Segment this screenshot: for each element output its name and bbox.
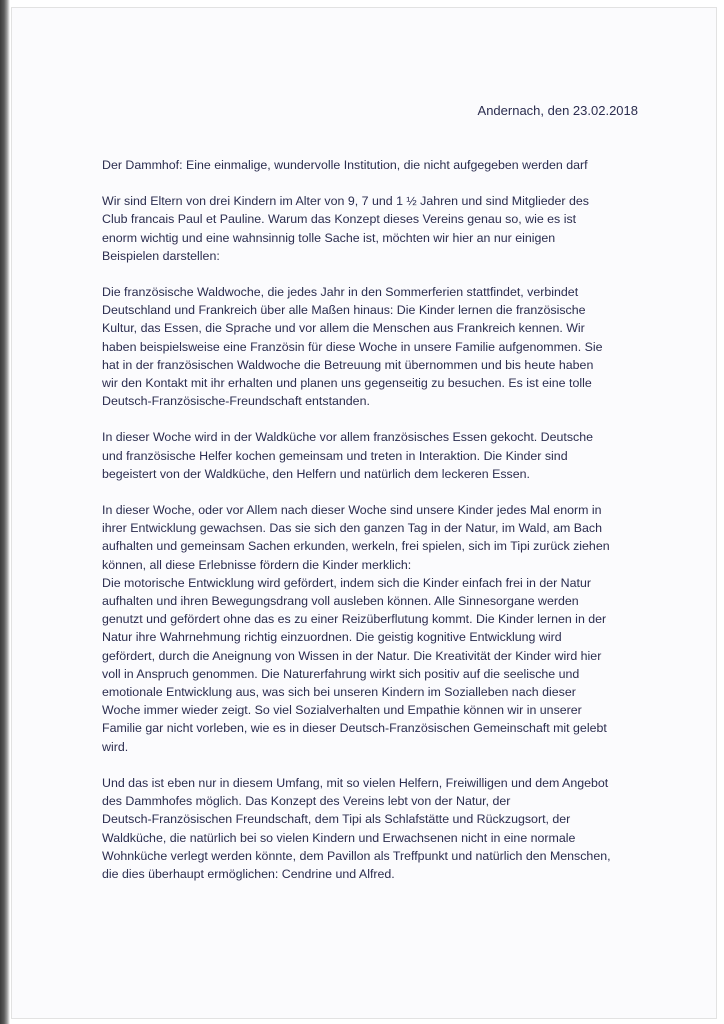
- paragraph-conclusion: [102, 774, 662, 883]
- paragraph-waldkueche: [102, 428, 662, 483]
- text-line: wir den Kontakt mit ihr erhalten und planen uns gegenseitig zu besuchen. Es ist eine tolle: [102, 376, 592, 391]
- scan-edge-shadow: [0, 0, 10, 1024]
- letter-body: [102, 156, 662, 901]
- text-line: voll in Anspruch genommen. Die Naturerfahrung wirkt sich positiv auf die seelische und: [102, 666, 580, 681]
- text-line: emotionale Entwicklung aus, was sich bei unseren Kindern im Sozialleben nach dieser: [102, 685, 576, 700]
- text-line: können, all diese Erlebnisse fördern die Kinder merklich:: [102, 557, 412, 572]
- paragraph-intro: [102, 192, 662, 265]
- text-line: Die französische Waldwoche, die jedes Jahr in den Sommerferien stattfindet, verbindet: [102, 285, 579, 300]
- letter-heading: [102, 156, 662, 174]
- text-line: In dieser Woche, oder vor Allem nach dieser Woche sind unsere Kinder jedes Mal enorm in: [102, 503, 602, 518]
- text-line: ihrer Entwicklung gewachsen. Das sie sich den ganzen Tag in der Natur, im Wald, am Bach: [102, 521, 603, 536]
- text-line: Familie gar nicht vorleben, wie es in dieser Deutsch-Französischen Gemeinschaft mit gelebt: [102, 721, 607, 736]
- text-line: aufhalten und ihren Bewegungsdrang voll ausleben können. Alle Sinnesorgane werden: [102, 594, 579, 609]
- text-line: des Dammhofes möglich. Das Konzept des Vereins lebt von der Natur, der: [102, 794, 511, 809]
- text-line: Waldküche, die natürlich bei so vielen Kindern und Erwachsenen nicht in eine normale: [102, 830, 576, 845]
- text-line: Wir sind Eltern von drei Kindern im Alter von 9, 7 und 1 ½ Jahren und sind Mitglieder des: [102, 194, 589, 209]
- text-line: und französische Helfer kochen gemeinsam und treten in Interaktion. Die Kinder sind: [102, 448, 568, 463]
- text-line: hat in der französischen Waldwoche die Betreuung mit übernommen und bis heute haben: [102, 357, 594, 372]
- text-line: Kultur, das Essen, die Sprache und vor allem die Menschen aus Frankreich kennen. Wir: [102, 321, 585, 336]
- text-line: Deutsch-Französischen Freundschaft, dem Tipi als Schlafstätte und Rückzugsort, der: [102, 812, 571, 827]
- text-line: enorm wichtig und eine wahnsinnig tolle Sache ist, möchten wir hier an nur einigen: [102, 230, 556, 245]
- text-line: Deutsch-Französische-Freundschaft entstanden.: [102, 394, 370, 409]
- text-line: wird.: [102, 739, 129, 754]
- text-line: Woche immer wieder zeigt. So viel Sozialverhalten und Empathie können wir in unserer: [102, 703, 582, 718]
- text-line: gefördert, durch die Aneignung von Wissen in der Natur. Die Kreativität der Kinder wird hier: [102, 648, 602, 663]
- text-line: In dieser Woche wird in der Waldküche vor allem französisches Essen gekocht. Deutsche: [102, 430, 594, 445]
- text-line: Beispielen darstellen:: [102, 248, 220, 263]
- text-line: Club francais Paul et Pauline. Warum das Konzept dieses Vereins genau so, wie es ist: [102, 212, 577, 227]
- letter-page: [12, 8, 716, 1018]
- text-line: die dies überhaupt ermöglichen: Cendrine und Alfred.: [102, 866, 395, 881]
- text-line: begeistert von der Waldküche, den Helfern und natürlich dem leckeren Essen.: [102, 466, 530, 481]
- text-line: genutzt und gefördert ohne das es zu einer Reizüberflutung kommt. Die Kinder lernen in der: [102, 612, 607, 627]
- text-line: Deutschland und Frankreich über alle Maßen hinaus: Die Kinder lernen die französische: [102, 303, 586, 318]
- text-line: Natur ihre Wahrnehmung richtig einzuordnen. Die geistig kognitive Entwicklung wird: [102, 630, 562, 645]
- text-line: Wohnküche verlegt werden könnte, dem Pavillon als Treffpunkt und natürlich den Menschen,: [102, 848, 611, 863]
- text-line: Der Dammhof: Eine einmalige, wundervolle Institution, die nicht aufgegeben werden darf: [102, 158, 588, 172]
- text-line: Die motorische Entwicklung wird gefördert, indem sich die Kinder einfach frei in der Natur: [102, 575, 591, 590]
- text-line: aufhalten und gemeinsam Sachen erkunden, werkeln, frei spielen, sich im Tipi zurück ziehen: [102, 539, 610, 554]
- paragraph-entwicklung: [102, 501, 662, 756]
- text-line: Und das ist eben nur in diesem Umfang, mit so vielen Helfern, Freiwilligen und dem Angebot: [102, 775, 609, 790]
- letter-date: Andernach, den 23.02.2018: [477, 103, 638, 118]
- text-line: haben beispielsweise eine Französin für diese Woche in unsere Familie aufgenommen. Sie: [102, 339, 603, 354]
- paragraph-waldwoche: [102, 283, 662, 410]
